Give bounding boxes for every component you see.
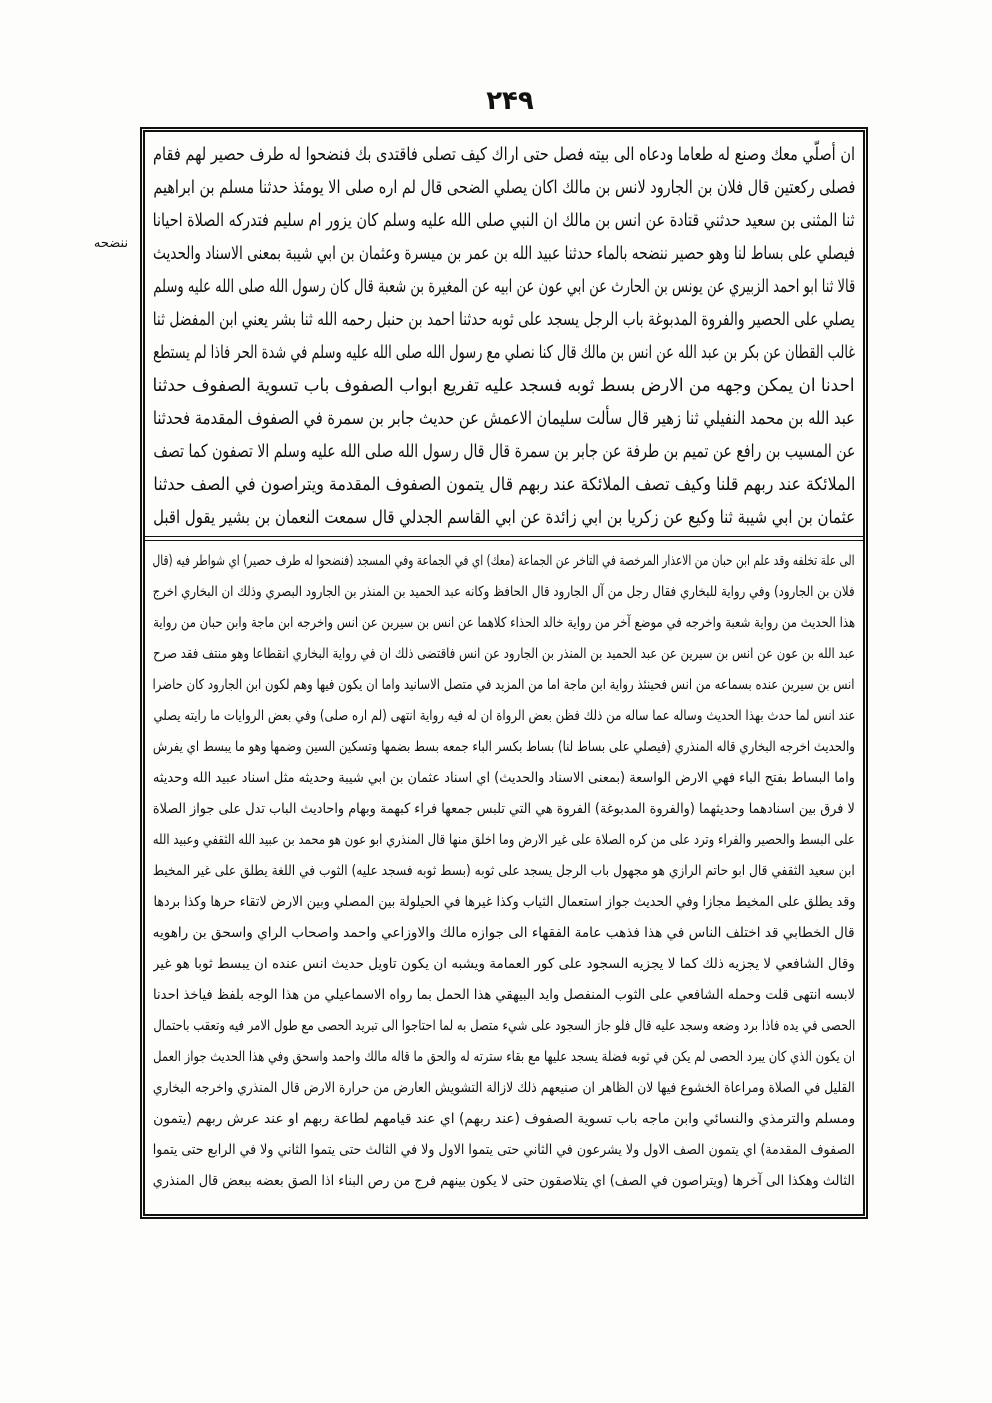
commentary-line-text: ابن سعيد الثقفي قال ابو حاتم الرازي هو مجهول باب الرجل يسجد على ثوبه (بسط ثوبه فسجد عليه) الثوب في اللغة يطلق على غير المخيط	[153, 863, 855, 879]
margin-note: ننضحه	[93, 236, 129, 251]
commentary-line-text: وقد يطلق على المخيط مجازا وفي الحديث جواز استعمال الثياب وكذا غيرها في الحيلولة بين المصلي وبين الارض لاتقاء حرها وكذا بردها	[153, 894, 855, 910]
main-text-line	[153, 204, 855, 237]
commentary-line	[153, 1166, 855, 1197]
main-text-line	[153, 171, 855, 204]
main-text-line	[153, 303, 855, 336]
commentary-line	[153, 887, 855, 918]
commentary-line	[153, 918, 855, 949]
commentary-line	[153, 1073, 855, 1104]
commentary-line	[153, 949, 855, 980]
commentary-line	[153, 577, 855, 608]
main-text-line	[153, 435, 855, 468]
commentary-line	[153, 763, 855, 794]
main-text-line	[153, 270, 855, 303]
main-text-line-text: عبد الله بن محمد النفيلي ثنا زهير قال سألت سليمان الاعمش عن حديث جابر بن سمرة في الصفوف المقدمة فحدثنا	[153, 408, 855, 429]
commentary-line-text: والحديث اخرجه البخاري قاله المنذري (فيصلي على بساط لنا) بساط بكسر الباء جمعه بسط بضمها وتسكين السين وضمها وهو ما يبسط اي يفرش	[153, 739, 855, 755]
main-text-line-text: احدنا ان يمكن وجهه من الارض بسط ثوبه فسجد عليه تفريع ابواب الصفوف باب تسوية الصفوف حدثنا	[153, 375, 855, 396]
main-text-line-text: فصلى ركعتين قال فلان بن الجارود لانس بن مالك اكان يصلي الضحى قال لم اره صلى الا يومئذ حدثنا مسلم بن ابراهيم	[153, 177, 855, 198]
commentary-line-text: ان يكون الذي كان يبرد الحصى لم يكن في ثوبه فضلة يسجد عليها مع بقاء سترته له والحق ما قاله مالك واحمد واسحق وفي هذا الحديث جواز العمل	[153, 1049, 855, 1065]
commentary-line-text: هذا الحديث من رواية شعبة واخرجه في موضع آخر من رواية خالد الحذاء كلاهما عن انس بن سيرين عن انس واخرجه ابن ماجة وابن حبان من رواية	[153, 615, 855, 631]
commentary-line-text: الحصى في يده فاذا برد وضعه وسجد عليه قال فلو جاز السجود على شيء متصل به لما احتاجوا الى تبريد الحصى مع طول الامر فيه وتعقب باحتمال	[153, 1018, 855, 1034]
commentary-line-text: على البسط والحصير والفراء وترد على من كره الصلاة على غير الارض وما اخلق منها قال المنذري ابو عون هو محمد بن عبيد الله الثقفي وعبيد الله	[153, 832, 855, 848]
main-text-line-text: يصلي على الحصير والفروة المدبوغة باب الرجل يسجد على ثوبه حدثنا احمد بن حنبل رحمه الله ثنا بشر يعني ابن المفضل ثنا	[153, 309, 855, 330]
commentary-line	[153, 980, 855, 1011]
main-text-block	[153, 138, 855, 534]
commentary-line-text: الصفوف المقدمة) اي يتمون الصف الاول ولا يشرعون في الثاني حتى يتموا الاول ولا في الثالث حتى يتموا الثاني ولا في الرابع حتى يتموا	[153, 1142, 855, 1158]
commentary-line	[153, 825, 855, 856]
commentary-line	[153, 701, 855, 732]
text-frame	[140, 127, 868, 1219]
main-text-line	[153, 468, 855, 501]
commentary-line	[153, 670, 855, 701]
commentary-line	[153, 732, 855, 763]
main-text-line-text: ان أصلّي معك وصنع له طعاما ودعاه الى بيته فصل حتى اراك كيف تصلى فاقتدى بك فنضحوا له طرف حصير لهم فقام	[153, 144, 855, 165]
commentary-line-text: لابسه انتهى قلت وحمله الشافعي على الثوب المنفصل وايد البيهقي هذا الحمل بما رواه الاسماعيلي من هذا الوجه بلفظ فياخذ احدنا	[153, 987, 855, 1003]
main-text-line-text: غالب القطان عن بكر بن عبد الله عن انس بن مالك قال كنا نصلي مع رسول الله صلى الله عليه وسلم في شدة الحر فاذا لم يستطع	[153, 342, 855, 363]
commentary-line-text: فلان بن الجارود) وفي رواية للبخاري فقال رجل من آل الجارود قال الحافظ وكانه عبد الحميد بن المنذر بن الجارود البصري وذلك ان البخاري اخرج	[153, 584, 855, 600]
commentary-line-text: واما البساط بفتح الباء فهي الارض الواسعة (بمعنى الاسناد والحديث) اي اسناد عثمان بن ابي شيبة وحديثه مثل اسناد عبيد الله وحديثه	[153, 770, 855, 786]
commentary-line-text: وقال الشافعي لا يجزيه ذلك كما لا يجزيه السجود على كور العمامة ويشبه ان يكون تاويل حديث انس عنده ان يبسط ثوبا هو غير	[153, 956, 855, 972]
page-number: ۲۴۹	[486, 86, 534, 116]
commentary-line	[153, 546, 855, 577]
commentary-line-text: القليل في الصلاة ومراعاة الخشوع فيها لان الظاهر ان صنيعهم ذلك لازالة التشويش العارض من حرارة الارض قال المنذري واخرجه البخاري	[153, 1080, 855, 1096]
commentary-line	[153, 1011, 855, 1042]
commentary-line-text: الثالث وهكذا الى آخرها (ويتراصون في الصف) اي يتلاصقون حتى لا يكون بينهم فرج من رص البناء اذا الصق بعضه ببعض قال المنذري	[153, 1173, 855, 1189]
commentary-line	[153, 608, 855, 639]
main-text-line-text: عن المسيب بن رافع عن تميم بن طرفة عن جابر بن سمرة قال قال رسول الله صلى الله عليه وسلم الا تصفون كما تصف	[153, 441, 855, 462]
main-text-line-text: عثمان بن ابي شيبة ثنا وكيع عن زكريا بن ابي زائدة عن ابي القاسم الجدلي قال سمعت النعمان بن بشير يقول اقبل	[153, 507, 855, 528]
commentary-line-text: عبد الله بن عون عن انس بن سيرين عن عبد الحميد بن المنذر بن الجارود عن انس فاقتضى ذلك ان في رواية البخاري انقطاعا وهو منتف فقد صرح	[153, 646, 855, 662]
main-text-line-text: ثنا المثنى بن سعيد حدثني قتادة عن انس بن مالك ان النبي صلى الله عليه وسلم كان يزور ام سليم فتدركه الصلاة احيانا	[153, 210, 855, 231]
commentary-line-text: ومسلم والترمذي والنسائي وابن ماجه باب تسوية الصفوف (عند ربهم) اي عند قيامهم لطاعة ربهم او عند عرش ربهم (يتمون	[153, 1111, 855, 1127]
commentary-line-text: الى علة تخلفه وقد علم ابن حبان من الاعذار المرخصة في التاخر عن الجماعة (معك) اي في الجماعة وفي المسجد (فنضحوا له طرف حصير) اي شواطر فيه (قال	[153, 553, 855, 569]
main-text-line	[153, 369, 855, 402]
commentary-line-text: عند انس لما حدث بهذا الحديث وساله عما ساله من ذلك فظن بعض الرواة ان له فيه رواية انتهى (لم اره صلى) وفي بعض الروايات ما رايته يصلي	[153, 708, 855, 724]
main-text-line	[153, 336, 855, 369]
main-text-line	[153, 138, 855, 171]
main-text-line	[153, 501, 855, 534]
main-text-line	[153, 402, 855, 435]
commentary-line	[153, 856, 855, 887]
commentary-line-text: لا فرق بين اسنادهما وحديثهما (والفروة المدبوغة) الفروة هي التي تلبس جمعها فراء كبهمة وبهام واحاديث الباب تدل على جواز الصلاة	[153, 801, 855, 817]
section-divider	[145, 536, 863, 541]
commentary-line-text: انس بن سيرين عنده بسماعه من انس فحينئذ رواية ابن ماجة اما من المزيد في متصل الاسانيد واما ان يكون فيها وهم لكون ابن الجارود كان حاضرا	[153, 677, 855, 693]
main-text-line-text: الملائكة عند ربهم قلنا وكيف تصف الملائكة عند ربهم قال يتمون الصفوف المقدمة ويتراصون في الصف حدثنا	[153, 474, 855, 495]
main-text-line-text: فيصلي على بساط لنا وهو حصير ننضحه بالماء حدثنا عبيد الله بن عمر بن ميسرة وعثمان بن ابي شيبة بمعنى الاسناد والحديث	[153, 243, 855, 264]
commentary-line	[153, 1135, 855, 1166]
commentary-line	[153, 1042, 855, 1073]
main-text-line	[153, 237, 855, 270]
commentary-block	[153, 546, 855, 1197]
commentary-line-text: قال الخطابي قد اختلف الناس في هذا فذهب عامة الفقهاء الى جوازه مالك والاوزاعي واحمد واصحاب الراي واسحق بن راهويه	[153, 925, 855, 941]
commentary-line	[153, 639, 855, 670]
commentary-line	[153, 794, 855, 825]
commentary-line	[153, 1104, 855, 1135]
main-text-line-text: قالا ثنا ابو احمد الزبيري عن يونس بن الحارث عن ابي عون عن ابيه عن المغيرة بن شعبة قال كان رسول الله صلى الله عليه وسلم	[153, 276, 855, 297]
